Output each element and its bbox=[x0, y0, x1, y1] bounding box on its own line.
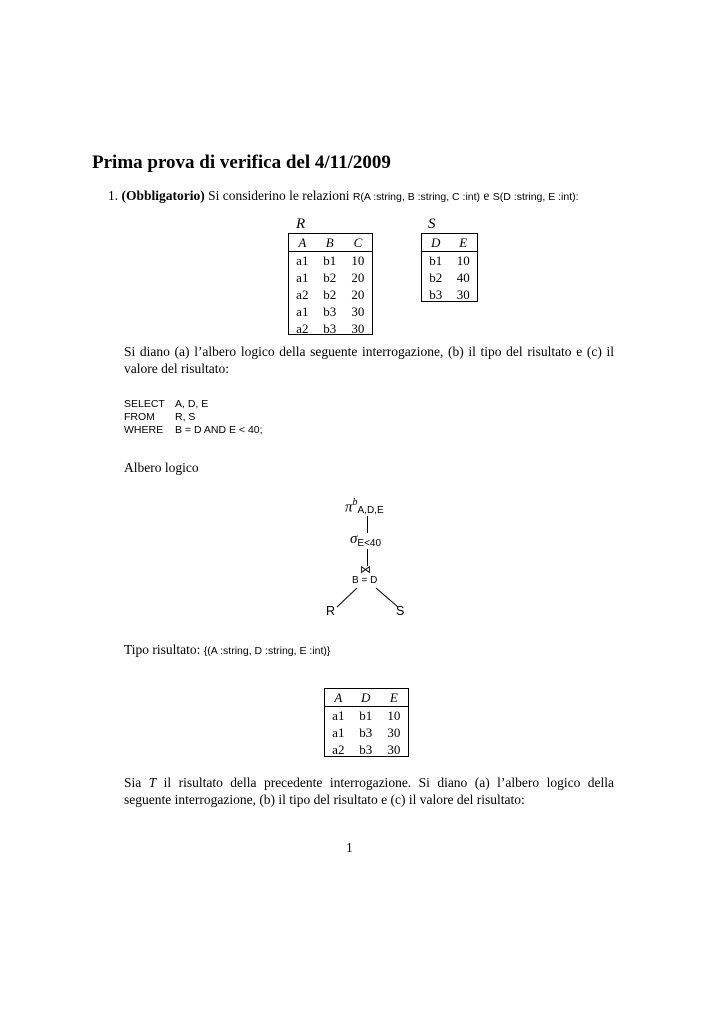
sigma-subscript: E<40 bbox=[357, 538, 382, 549]
table-row: a1 b1 10 bbox=[332, 708, 401, 723]
relation-s-table bbox=[421, 233, 478, 302]
result-table bbox=[324, 688, 409, 757]
pi-superscript: b bbox=[352, 497, 358, 508]
table-header: A bbox=[334, 690, 343, 705]
final-paragraph-var: T bbox=[148, 775, 157, 790]
table-header: D bbox=[361, 690, 371, 705]
table-header: E bbox=[389, 690, 398, 705]
table-row: a2 b2 20 bbox=[296, 287, 365, 302]
relation-r-name: R bbox=[296, 216, 306, 232]
question-1-intro bbox=[108, 188, 579, 204]
tipo-risultato bbox=[124, 642, 330, 658]
final-paragraph-pre: Sia bbox=[124, 775, 142, 790]
sql-from-line bbox=[124, 411, 263, 424]
question-tag: (Obbligatorio) bbox=[121, 188, 205, 203]
question-text: Si considerino le relazioni bbox=[208, 188, 350, 203]
sql-value: B = D AND E < 40; bbox=[175, 424, 263, 436]
table-row: a1 b2 20 bbox=[296, 270, 365, 285]
tipo-value: {(A :string, D :string, E :int)} bbox=[203, 645, 331, 657]
table-row: b2 40 bbox=[429, 270, 470, 285]
tree-selection bbox=[350, 530, 381, 548]
table-header: B bbox=[325, 235, 334, 250]
tree-edge-right bbox=[376, 588, 398, 607]
pi-subscript: A,D,E bbox=[357, 505, 384, 517]
sql-where-line bbox=[124, 424, 263, 437]
schema-connector: e bbox=[483, 188, 490, 203]
tree-leaf-r: R bbox=[326, 604, 336, 618]
relation-s-grid bbox=[422, 234, 477, 303]
sql-keyword: WHERE bbox=[124, 424, 164, 436]
result-grid bbox=[325, 689, 408, 758]
schema-s: S(D :string, E :int): bbox=[492, 191, 579, 203]
sigma-symbol: σ bbox=[350, 531, 358, 547]
table-row: a1 b1 10 bbox=[296, 253, 365, 268]
relation-r-table bbox=[288, 233, 373, 335]
sql-value: A, D, E bbox=[175, 398, 209, 410]
table-header: A bbox=[298, 235, 307, 250]
table-row: a1 b3 30 bbox=[332, 725, 401, 740]
table-row: a2 b3 30 bbox=[332, 742, 401, 757]
tipo-label: Tipo risultato: bbox=[124, 642, 201, 657]
table-row: b1 10 bbox=[429, 253, 470, 268]
final-paragraph bbox=[124, 774, 614, 808]
pi-symbol: π bbox=[345, 499, 353, 516]
table-header: E bbox=[459, 235, 468, 250]
sql-query bbox=[124, 398, 263, 437]
page-number: 1 bbox=[346, 840, 353, 855]
tree-leaf-s: S bbox=[396, 604, 405, 618]
join-condition: B = D bbox=[352, 575, 378, 586]
schema-r: R(A :string, B :string, C :int) bbox=[352, 191, 481, 203]
relation-s-name: S bbox=[428, 216, 436, 232]
page-title: Prima prova di verifica del 4/11/2009 bbox=[92, 152, 391, 173]
sql-keyword: SELECT bbox=[124, 398, 165, 410]
tree-edge-left bbox=[337, 588, 357, 607]
sql-keyword: FROM bbox=[124, 411, 155, 423]
instructions-paragraph: Si diano (a) l’albero logico della seguente interrogazione, (b) il tipo del risultato e (c) il valore del risultato: bbox=[124, 344, 614, 376]
relation-r-grid bbox=[289, 234, 372, 337]
table-header: C bbox=[353, 235, 363, 250]
table-row: a2 b3 30 bbox=[296, 321, 365, 336]
final-paragraph-post: il risultato della precedente interrogazione. Si diano (a) l’albero logico della seguente interrogazione, (b) il tipo del risultato e (c) il valore del risultato: bbox=[124, 775, 614, 807]
sql-value: R, S bbox=[175, 411, 196, 423]
table-row: b3 30 bbox=[429, 287, 470, 302]
join-symbol: ⋈ bbox=[360, 564, 371, 576]
question-number: 1. bbox=[108, 188, 119, 203]
sql-select-line bbox=[124, 398, 263, 411]
albero-label: Albero logico bbox=[124, 460, 199, 475]
table-header: D bbox=[431, 235, 441, 250]
table-row: a1 b3 30 bbox=[296, 304, 365, 319]
tree-projection bbox=[345, 497, 384, 516]
